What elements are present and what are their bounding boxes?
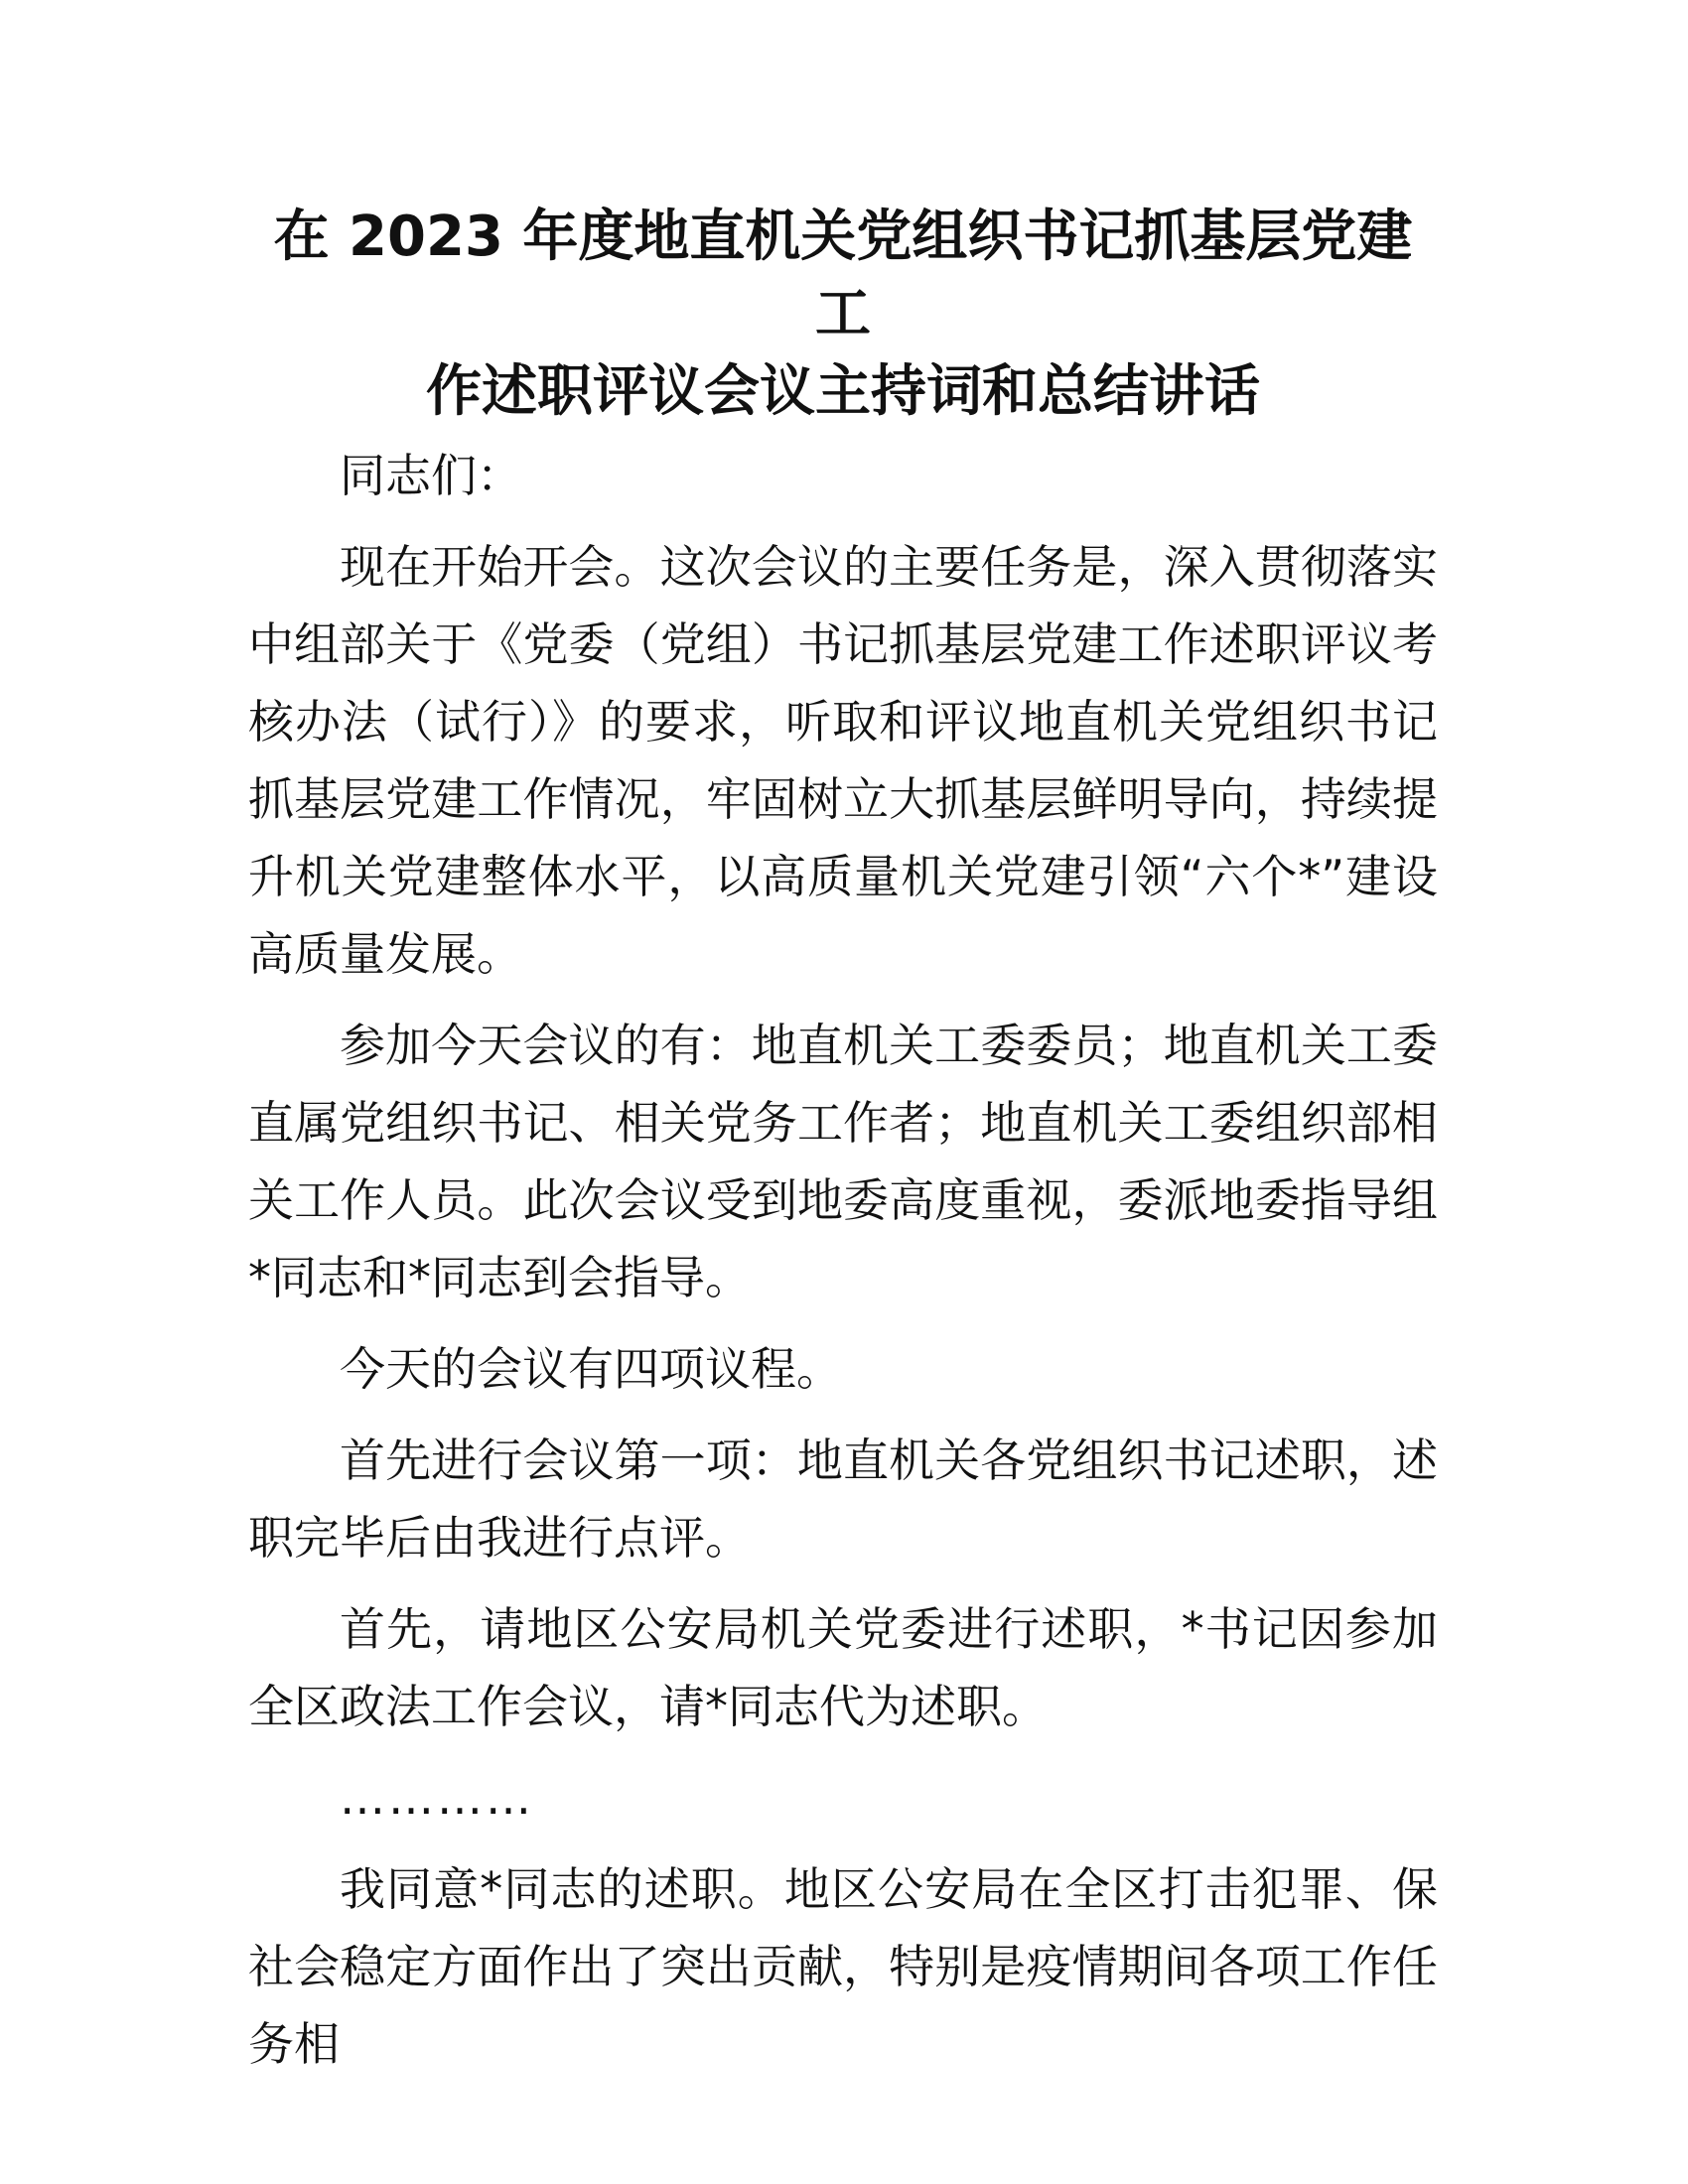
- document-title: [248, 199, 1438, 431]
- ellipsis-separator: …………: [340, 1771, 534, 1825]
- paragraph-opening: 现在开始开会。这次会议的主要任务是，深入贯彻落实中组部关于《党委（党组）书记抓基层党建工作述职评议考核办法（试行）》的要求，听取和评议地直机关党组织书记抓基层党建工作情况，牢固树立大抓基层鲜明导向，持续提升机关党建整体水平，以高质量机关党建引领“六个*”建设高质量发展。: [248, 540, 1438, 981]
- salutation: 同志们：: [340, 449, 522, 502]
- paragraph-agenda: 今天的会议有四项议程。: [340, 1342, 842, 1396]
- paragraph-attendees: 参加今天会议的有：地直机关工委委员；地直机关工委直属党组织书记、相关党务工作者；地直机关工委组织部相关工作人员。此次会议受到地委高度重视，委派地委指导组*同志和*同志到会指导。: [248, 1019, 1438, 1304]
- paragraph-first-speaker: 首先，请地区公安局机关党委进行述职，*书记因参加全区政法工作会议，请*同志代为述职。: [248, 1602, 1438, 1733]
- title-line-2: 作述职评议会议主持词和总结讲话: [426, 359, 1260, 424]
- paragraph-item-one: 首先进行会议第一项：地直机关各党组织书记述职，述职完毕后由我进行点评。: [248, 1433, 1438, 1565]
- document-page: [248, 199, 1438, 2097]
- document-body: [248, 437, 1438, 2083]
- title-line-1: 在 2023 年度地直机关党组织书记抓基层党建工: [273, 205, 1413, 346]
- paragraph-comment: 我同意*同志的述职。地区公安局在全区打击犯罪、保社会稳定方面作出了突出贡献，特别是疫情期间各项工作任务相: [248, 1862, 1438, 2071]
